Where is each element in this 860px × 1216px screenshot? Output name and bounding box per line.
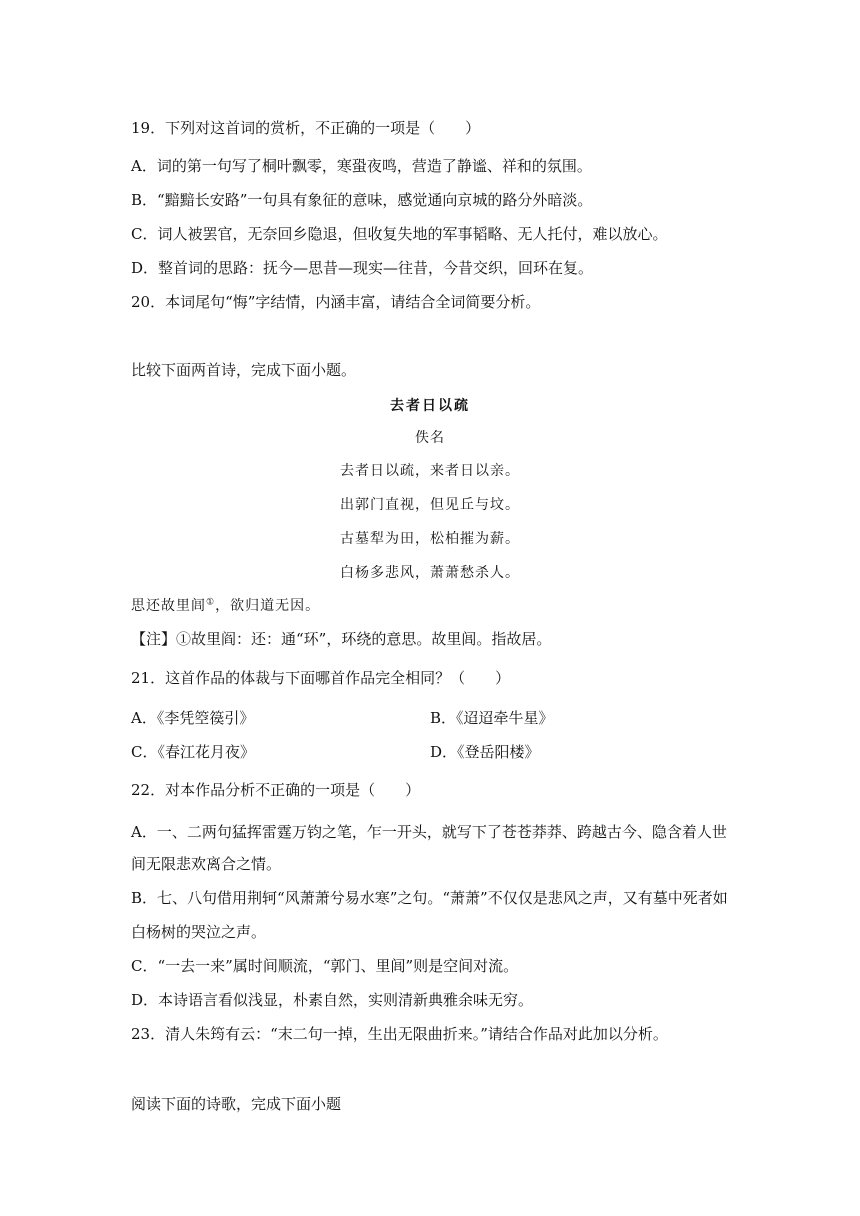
q19-option-a: A．词的第一句写了桐叶飘零，寒蛩夜鸣，营造了静谧、祥和的氛围。 (131, 157, 592, 175)
q22-option-b-line2: 白杨树的哭泣之声。 (131, 923, 267, 941)
q21-option-a: A．《李凭箜篌引》 (131, 709, 255, 727)
q23-stem: 23．清人朱筠有云：“末二句一掉，生出无限曲折来。”请结合作品对此加以分析。 (131, 1025, 668, 1043)
poem-title: 去者日以疏 (390, 398, 470, 414)
q21-option-d: D．《登岳阳楼》 (430, 743, 540, 761)
q22-stem: 22．对本作品分析不正确的一项是（ ） (131, 781, 421, 799)
q19-option-b: B．“黯黯长安路”一句具有象征的意味，感觉通向京城的路分外暗淡。 (131, 191, 593, 209)
q22-option-b-line1: B．七、八句借用荆轲“风萧萧兮易水寒”之句。“萧萧”不仅仅是悲风之声，又有墓中死者如 (131, 889, 728, 907)
q21-option-b: B．《迢迢牵牛星》 (430, 709, 554, 727)
q22-option-a-line1: A．一、二两句猛挥雷霆万钧之笔，乍一开头，就写下了苍苍莽莽、跨越古今、隐含着人世 (131, 823, 727, 841)
q19-stem: 19．下列对这首词的赏析，不正确的一项是（ ） (131, 119, 481, 137)
q21-option-c: C．《春江花月夜》 (131, 743, 255, 761)
section2-intro: 比较下面两首诗，完成下面小题。 (131, 361, 357, 379)
q22-option-a-line2: 间无限悲欢离合之情。 (131, 855, 282, 873)
poem-author: 佚名 (415, 430, 445, 446)
q21-stem: 21．这首作品的体裁与下面哪首作品完全相同？（ ） (131, 669, 511, 687)
q19-option-c: C．词人被罢官，无奈回乡隐退，但收复失地的军事韬略、无人托付，难以放心。 (131, 225, 668, 243)
q22-option-c: C．“一去一来”属时间顺流，“郭门、里闾”则是空间对流。 (131, 957, 519, 975)
poem-line-3: 古墓犁为田，松柏摧为薪。 (340, 531, 520, 547)
poem-line-5-pre: 思还故里闾 (131, 598, 206, 614)
q22-option-d: D．本诗语言看似浅显，朴素自然，实则清新典雅余味无穷。 (131, 991, 534, 1009)
q19-option-d: D．整首词的思路：抚今—思昔—现实—往昔，今昔交织，回环在复。 (131, 259, 594, 277)
poem-note: 【注】①故里阎：还：通“环”，环绕的意思。故里闾。指故居。 (131, 630, 552, 648)
poem-line-5 (131, 596, 320, 616)
poem-line-1: 去者日以疏，来者日以亲。 (340, 463, 520, 479)
poem-line-5-post: ，欲归道无因。 (215, 598, 321, 614)
poem-line-2: 出郭门直视，但见丘与坟。 (340, 497, 520, 513)
q20-stem: 20．本词尾句“悔”字结情，内涵丰富，请结合全词简要分析。 (131, 293, 541, 311)
poem-line-4: 白杨多悲风，萧萧愁杀人。 (340, 565, 520, 581)
footnote-marker: ① (206, 597, 216, 608)
section3-intro: 阅读下面的诗歌，完成下面小题 (131, 1095, 342, 1113)
